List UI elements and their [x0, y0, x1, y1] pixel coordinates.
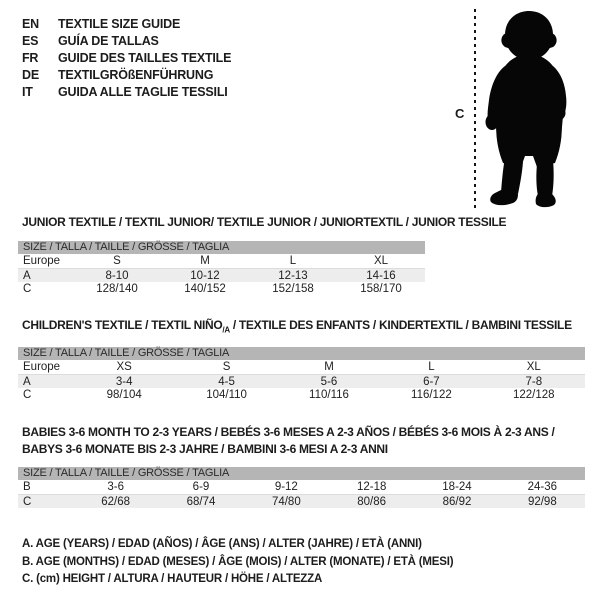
row-label: Europe	[23, 361, 61, 373]
lang-label: GUIDE DES TAILLES TEXTILE	[58, 50, 232, 65]
lang-code: IT	[22, 84, 33, 99]
lang-label: GUIDA ALLE TAGLIE TESSILI	[58, 84, 228, 99]
size-cell: 140/152	[184, 283, 226, 295]
size-cell: 8-10	[105, 270, 129, 282]
size-cell: 6-7	[423, 376, 440, 388]
row-label: Europe	[23, 255, 61, 267]
lang-label: GUÍA DE TALLAS	[58, 33, 159, 48]
babies-table-title	[22, 424, 554, 457]
lang-code: DE	[22, 67, 39, 82]
lang-row-en	[22, 15, 231, 32]
size-cell: 3-4	[115, 376, 133, 388]
size-cell: M	[324, 361, 334, 373]
row-label: A	[23, 270, 31, 282]
table-row	[18, 494, 585, 508]
lang-row-es	[22, 32, 231, 49]
size-cell: 12-18	[356, 481, 387, 493]
table-row	[18, 360, 585, 374]
footnote-a: A. AGE (YEARS) / EDAD (AÑOS) / ÂGE (ANS) / ALTER (JAHRE) / ETÀ (ANNI)	[22, 538, 422, 550]
lang-label: TEXTILGRÖßENFÜHRUNG	[58, 67, 214, 82]
children-title-sub: /A	[222, 325, 230, 335]
size-cell: 5-6	[320, 376, 338, 388]
size-cell: 86/92	[442, 496, 472, 508]
table-row	[18, 480, 585, 494]
size-cell: 116/122	[411, 389, 452, 401]
size-cell: 122/128	[513, 389, 555, 401]
size-cell: S	[222, 361, 231, 373]
row-label: C	[23, 283, 32, 295]
children-title-suffix: / TEXTILE DES ENFANTS / KINDERTEXTIL / BAMBINI TESSILE	[229, 318, 572, 332]
size-cell: 110/116	[309, 389, 349, 401]
size-cell: 6-9	[192, 481, 210, 493]
size-cell: S	[113, 255, 121, 267]
lang-row-fr	[22, 49, 231, 66]
junior-table	[18, 241, 425, 296]
lang-code: EN	[22, 16, 39, 31]
language-list	[22, 15, 231, 100]
size-cell: 68/74	[186, 496, 216, 508]
size-cell: 12-13	[278, 270, 308, 282]
footnote-b: B. AGE (MONTHS) / EDAD (MESES) / ÂGE (MOIS) / ALTER (MONATE) / ETÀ (MESI)	[22, 555, 454, 568]
size-cell: 158/170	[360, 283, 402, 295]
height-dashed-line	[474, 9, 476, 212]
size-cell: 74/80	[271, 496, 301, 508]
size-cell: XS	[116, 361, 132, 373]
junior-size-header: SIZE / TALLA / TAILLE / GRÖSSE / TAGLIA	[18, 241, 425, 254]
size-cell: 18-24	[442, 481, 472, 493]
size-cell: 24-36	[527, 481, 558, 493]
row-label: C	[23, 496, 32, 508]
row-label: C	[23, 389, 32, 401]
table-row	[18, 374, 585, 388]
size-cell: 4-5	[218, 376, 235, 388]
row-label: B	[23, 481, 31, 493]
babies-title-line1: BABIES 3-6 MONTH TO 2-3 YEARS / BEBÉS 3-6 MESES A 2-3 AÑOS / BÉBÉS 3-6 MOIS À 2-3 ANS /	[22, 425, 555, 439]
lang-code: ES	[22, 33, 39, 48]
size-cell: 152/158	[272, 283, 314, 295]
size-cell: 10-12	[190, 270, 220, 282]
lang-row-it	[22, 83, 231, 100]
size-cell: 98/104	[106, 389, 142, 401]
children-title-prefix: CHILDREN'S TEXTILE / TEXTIL NIÑO	[22, 318, 223, 332]
babies-title-line2: BABYS 3-6 MONATE BIS 2-3 JAHRE / BAMBINI 3-6 MESI A 2-3 ANNI	[22, 441, 388, 456]
size-cell: 3-6	[107, 481, 124, 493]
toddler-silhouette-icon	[481, 8, 589, 215]
size-cell: XL	[373, 255, 389, 267]
size-cell: 128/140	[96, 283, 138, 295]
table-row	[18, 282, 425, 296]
babies-size-header: SIZE / TALLA / TAILLE / GRÖSSE / TAGLIA	[18, 467, 585, 480]
lang-row-de	[22, 66, 231, 83]
lang-label: TEXTILE SIZE GUIDE	[58, 16, 181, 31]
size-cell: L	[428, 361, 435, 373]
size-cell: 62/68	[101, 496, 131, 508]
children-table-title	[22, 318, 572, 334]
junior-table-title: JUNIOR TEXTILE / TEXTIL JUNIOR/ TEXTILE JUNIOR / JUNIORTEXTIL / JUNIOR TESSILE	[22, 215, 507, 229]
size-cell: 9-12	[274, 481, 298, 493]
babies-table	[18, 467, 585, 508]
children-table	[18, 347, 585, 402]
size-cell: M	[200, 255, 210, 267]
size-cell: 14-16	[366, 270, 396, 282]
footnote-c: C. (cm) HEIGHT / ALTURA / HAUTEUR / HÖHE / ALTEZZA	[22, 573, 323, 585]
size-cell: XL	[526, 361, 541, 373]
table-row	[18, 268, 425, 282]
lang-code: FR	[22, 50, 39, 65]
size-cell: L	[289, 255, 297, 267]
size-cell: 104/110	[206, 389, 247, 401]
table-row	[18, 254, 425, 268]
table-row	[18, 388, 585, 402]
children-size-header: SIZE / TALLA / TAILLE / GRÖSSE / TAGLIA	[18, 347, 585, 360]
row-label: A	[23, 376, 31, 388]
footnotes	[22, 536, 453, 589]
size-cell: 92/98	[527, 496, 557, 508]
size-cell: 80/86	[357, 496, 387, 508]
size-cell: 7-8	[525, 376, 543, 388]
height-measure-label: C	[455, 106, 465, 121]
